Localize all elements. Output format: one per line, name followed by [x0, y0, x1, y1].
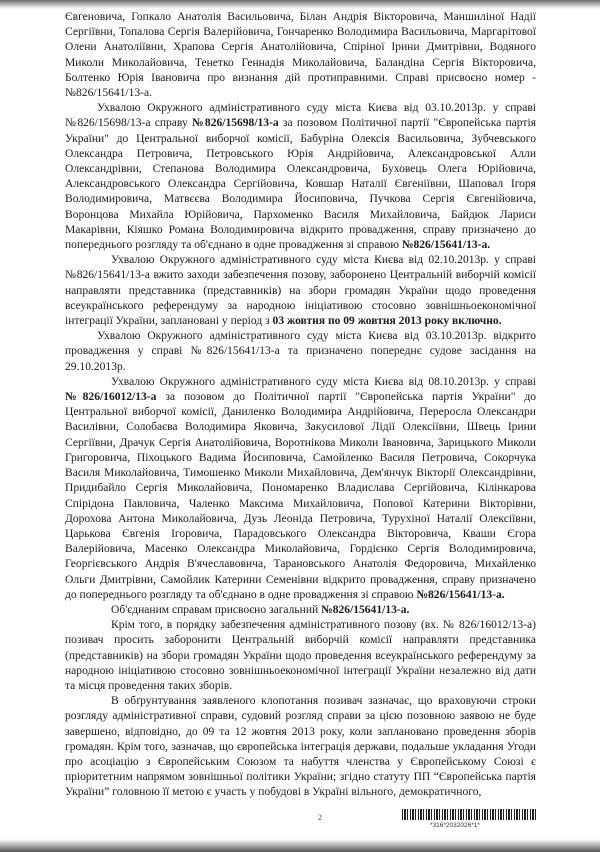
text: за позовом Політичної партії "Європейська партія України" до Центральної виборчої комісії, Бабуріна Олексія Васильовича, Зубчевського Олександра Петровича, Петровського Юрія Андрійовича, Александровської Алли Олександрівни, Степанова Володимира Олександровича, Буховець Олега Юрійовича, Александровського Олександра Сергійовича, Ковшар Наталії Євгеніївни, Шаповал Ігоря Володимировича, Матвєєва Володимира Йосиповича, Пучкова Сергія Євгенійовича, Воронцова Михайла Юрійовича, Пархоменко Василя Михайловича, Байдюк Лариси Макарівни, Кіяшко Романа Володимировича відкрито провадження, справу призначено до попереднього розгляду та об'єднано в одне провадження зі справою	[65, 117, 536, 252]
scan-shadow-top	[0, 0, 600, 9]
paragraph-ruling-security	[65, 253, 536, 329]
page-footer	[0, 809, 600, 835]
paragraph-ruling-16012	[65, 375, 536, 603]
page-number: 2	[318, 813, 322, 822]
text: за позовом до Політичної партії "Європейська партія України" до Центральної виборчої комісії, Даниленко Володимира Андрійовича, Переросла Олександри Василівни, Солобаєва Володимира Яковича, Закусилової Лідії Олексіївни, Швець Ірини Сергіївни, Драчук Сергія Анатолійовича, Воротнікова Миколи Івановича, Зарицького Миколи Григоровича, Піхоцького Вадима Йосиповича, Самойленко Василя Петровича, Сокорчука Василя Миколайовича, Тимошенко Миколи Михайловича, Дем'янчук Вікторії Олександрівни, Придибайло Сергія Миколайовича, Пономаренко Владислава Сергійовича, Кілінкарова Спірідона Павловича, Чаленко Максима Михайловича, Попової Катерини Вікторівни, Дорохова Антона Миколайовича, Дузь Леоніда Петровича, Турухіної Наталії Олексіївни, Царькова Євгенія Ігоровича, Парадовського Олександра Вікторовича, Кваши Єгора Валерійовича, Масенко Олександра Миколайовича, Гордієнко Сергія Володимировича, Георгієвського Андрія В'ячеславовича, Тарановського Анатолія Федоровича, Михайленко Ольги Дмитрівни, Самойлик Катерини Семенівни відкрито провадження, справу призначено до попереднього розгляду та об'єднано в одне провадження зі справою	[65, 391, 536, 601]
case-number: №826/15641/13-а.	[321, 603, 410, 616]
text: Об'єднаним справам присвоєно загальний	[111, 603, 322, 616]
date-range: 03 жовтня по 09 жовтня 2013 року включно.	[272, 315, 502, 328]
text: Ухвалою Окружного адміністративного суду міста Києва від 02.10.2013р. у справі №826/15641/13-а вжито заходи забезпечення позову, заборонено Центральній виборчій комісії направляти представника (представників) на збори громадян України щодо проведення всеукраїнського референдуму за народною ініціативою стосовно зовнішньоекономічної інтеграції України, заплановані у період з	[65, 254, 536, 328]
paragraph-ruling-15698	[65, 101, 536, 253]
document-page	[65, 10, 536, 801]
barcode	[402, 809, 536, 820]
barcode-text: *316*2032026*1*	[430, 822, 480, 829]
case-number: №826/15698/13-а	[191, 117, 279, 130]
case-number: №826/15641/13-а.	[401, 239, 491, 252]
paragraph-justification: В обґрунтування заявленого клопотання позивач зазначає, що враховуючи строки розгляду адміністративної справи, судовий розгляд справи за цією позовною заявою не буде завершено, відповідно, до 09 та 12 жовтня 2013 року, коли заплановано проведення зборів громадян. Крім того, зазначав, що європейська інтеграція держави, подальше укладання Угоди про асоціацію з Європейським Союзом та набуття членства у Європейському Союзі є пріоритетним напрямом зовнішньої політики України; згідно статуту ПП “Європейська партія України” головною її метою є участь у побудові в Україні вільного, демократичного,	[65, 695, 536, 799]
case-number: №826/15641/13-а.	[416, 588, 505, 601]
scan-shadow-bottom	[0, 839, 600, 852]
paragraph-request: Крім того, в порядку забезпечення адміністративного позову (вх. № 826/16012/13-а) позивач просить заборонити Центральній виборчій комісії направляти представника (представників) на збори громадян України щодо проведення всеукраїнського референдуму за народною ініціативою стосовно зовнішньоекономічної інтеграції України незалежно від дати та місця проведення таких зборів.	[65, 619, 536, 692]
text: Ухвалою Окружного адміністративного суду міста Києва від 03.10.2013р. у справі №826/15698/13-а справу	[65, 102, 536, 130]
case-number: №826/16012/13-а	[65, 391, 157, 404]
paragraph-merged-cases	[65, 603, 536, 618]
paragraph-ruling-opening: Ухвалою Окружного адміністративного суду міста Києва від 03.10.2013р. відкрито провадження у справі №826/15641/13-а та призначено попереднє судове засідання на 29.10.2013р.	[65, 330, 536, 373]
paragraph-continuation: Євгеновича, Гопкало Анатолія Васильовича, Білан Андрія Вікторовича, Маншиліної Надії Сергіївни, Топалова Сергія Валерійовича, Гончаренко Володимира Васильовича, Маргарітової Олени Анатоліївни, Храпова Сергія Анатолійовича, Спіріної Ірини Дмитрівни, Водяного Миколи Миколайовича, Тенетко Геннадія Миколайовича, Баландіна Сергія Вікторовича, Болтенко Юрія Івановича про визнання дій протиправними. Справі присвоєно номер - №826/15641/13-а.	[65, 11, 536, 100]
text: Ухвалою Окружного адміністративного суду міста Києва від 08.10.2013р. у справі	[111, 375, 536, 388]
